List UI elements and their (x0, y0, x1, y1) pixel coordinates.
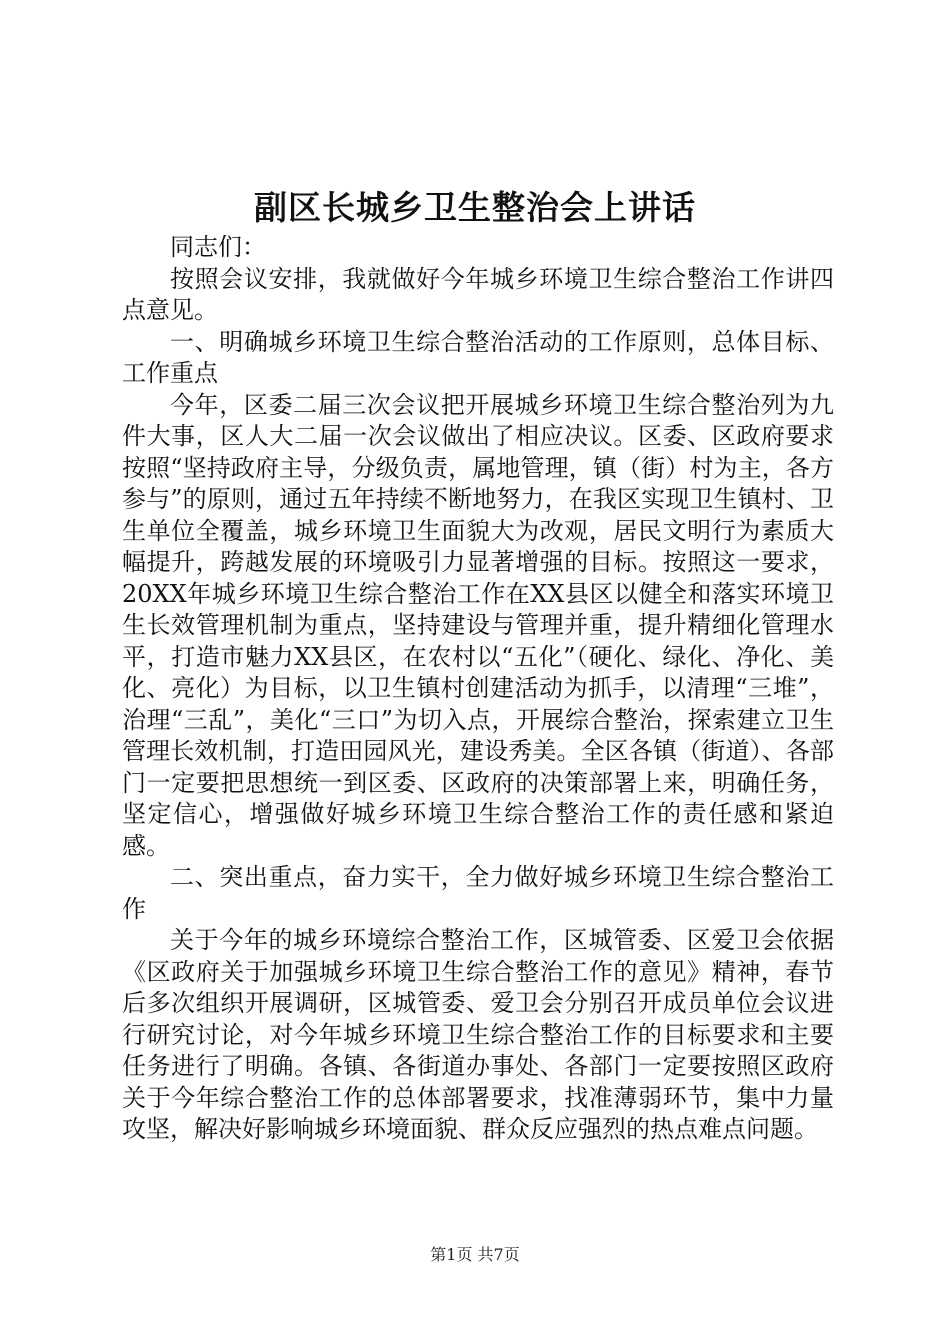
document-body (122, 232, 834, 1146)
body-paragraph-2: 关于今年的城乡环境综合整治工作，区城管委、区爱卫会依据《区政府关于加强城乡环境卫生综合整治工作的意见》精神，春节后多次组织开展调研，区城管委、爱卫会分别召开成员单位会议进行研究讨论，对今年城乡环境卫生综合整治工作的目标要求和主要任务进行了明确。各镇、各街道办事处、各部门一定要按照区政府关于今年综合整治工作的总体部署要求，找准薄弱环节，集中力量攻坚，解决好影响城乡环境面貌、群众反应强烈的热点难点问题。 (122, 926, 834, 1143)
document-title: 副区长城乡卫生整治会上讲话 (254, 188, 696, 227)
page-number-footer: 第1页 共7页 (430, 1245, 520, 1264)
section-heading-1: 一、明确城乡环境卫生综合整治活动的工作原则，总体目标、工作重点 (122, 327, 834, 387)
section-heading-2: 二、突出重点，奋力实干，全力做好城乡环境卫生综合整治工作 (122, 863, 834, 923)
intro-paragraph: 按照会议安排，我就做好今年城乡环境卫生综合整治工作讲四点意见。 (122, 264, 834, 324)
body-paragraph-1: 今年，区委二届三次会议把开展城乡环境卫生综合整治列为九件大事，区人大二届一次会议做出了相应决议。区委、区政府要求按照“坚持政府主导，分级负责，属地管理，镇（街）村为主，各方参与”的原则，通过五年持续不断地努力，在我区实现卫生镇村、卫生单位全覆盖，城乡环境卫生面貌大为改观，居民文明行为素质大幅提升，跨越发展的环境吸引力显著增强的目标。按照这一要求，20XX年城乡环境卫生综合整治工作在XX县区以健全和落实环境卫生长效管理机制为重点，坚持建设与管理并重，提升精细化管理水平，打造市魅力XX县区，在农村以“五化”（硬化、绿化、净化、美化、亮化）为目标，以卫生镇村创建活动为抓手，以清理“三堆”，治理“三乱”，美化“三口”为切入点，开展综合整治，探索建立卫生管理长效机制，打造田园风光，建设秀美。全区各镇（街道）、各部门一定要把思想统一到区委、区政府的决策部署上来，明确任务，坚定信心，增强做好城乡环境卫生综合整治工作的责任感和紧迫感。 (122, 390, 834, 860)
salutation-paragraph: 同志们： (170, 233, 266, 261)
